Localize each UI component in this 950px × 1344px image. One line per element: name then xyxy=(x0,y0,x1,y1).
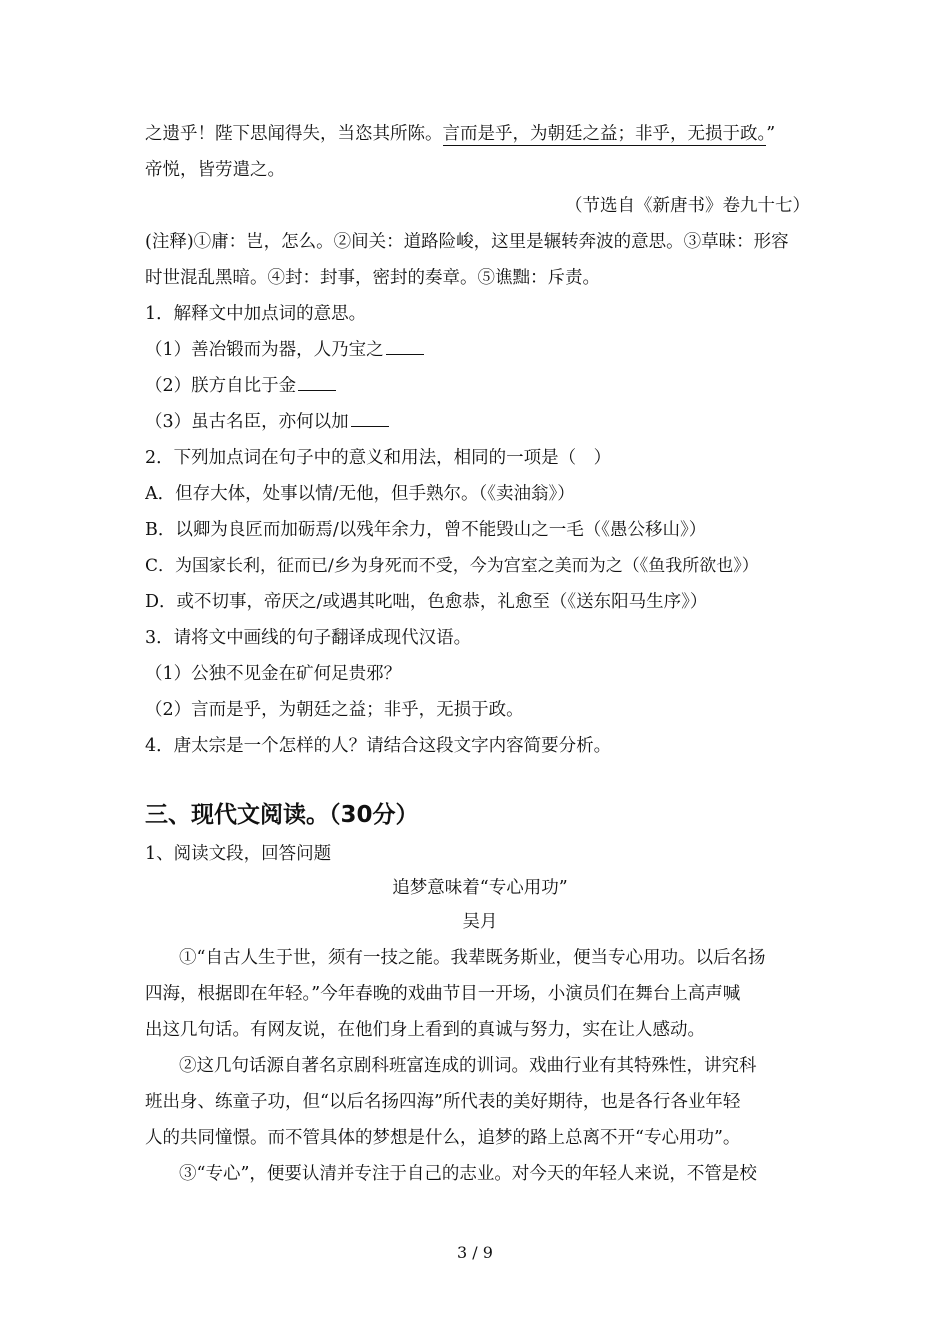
dotted-word: 方 xyxy=(208,376,227,396)
page-number: 3 / 9 xyxy=(457,1243,493,1262)
question-3: 3．请将文中画线的句子翻译成现代汉语。 xyxy=(145,628,472,648)
dotted-word: 或 xyxy=(322,592,340,612)
option-label: B． xyxy=(145,520,176,540)
paragraph-1-line-1: ①“自古人生于世，须有一技之能。我辈既务斯业，便当专心用功。以后名扬 xyxy=(179,948,766,968)
dotted-word: 或 xyxy=(176,592,195,612)
dotted-word: 虽 xyxy=(191,412,209,432)
reading-intro: 1、阅读文段，回答问题 xyxy=(145,844,332,864)
passage-text: 之遗乎！陛下思闻得失，当恣其所陈。 xyxy=(145,124,443,144)
dotted-word: 但 xyxy=(391,484,409,504)
passage-line-2: 帝悦，皆劳遣之。 xyxy=(145,160,285,180)
passage-line-1 xyxy=(145,122,815,146)
answer-blank[interactable] xyxy=(351,412,389,427)
option-text: 手熟尔。（《卖油翁》） xyxy=(408,484,575,504)
question-1: 1．解释文中加点词的意思。 xyxy=(145,304,367,324)
q-text: 古名臣，亦何以加 xyxy=(208,412,349,432)
option-text: 国家长利，征而已/乡 xyxy=(192,556,351,576)
q-text: （2）朕 xyxy=(145,376,209,396)
underlined-sentence: 言而是乎，为朝廷之益；非乎，无损于政。 xyxy=(442,124,767,144)
question-3-2: （2）言而是乎，为朝廷之益；非乎，无损于政。 xyxy=(145,700,524,720)
question-1-1 xyxy=(145,338,815,362)
dotted-word: 以 xyxy=(338,520,357,540)
option-text: 残年余力，曾不能毁山之一毛（《愚公移山》） xyxy=(356,520,707,540)
question-2: 2．下列加点词在句子中的意义和用法，相同的一项是（ ） xyxy=(145,448,612,468)
notes-line-2: 时世混乱黑暗。④封：封事，密封的奏章。⑤谯黜：斥责。 xyxy=(145,268,600,288)
answer-blank[interactable] xyxy=(298,376,336,391)
option-label: A． xyxy=(145,484,176,504)
closing-quote: ” xyxy=(766,124,776,144)
option-label: D． xyxy=(145,592,177,612)
paragraph-2-line-3: 人的共同憧憬。而不管具体的梦想是什么，追梦的路上总离不开“专心用功”。 xyxy=(145,1128,741,1148)
dotted-word: 宝 xyxy=(348,340,367,360)
answer-blank[interactable] xyxy=(386,340,424,355)
q-text: （1）善冶锻而为器，人乃 xyxy=(145,340,349,360)
option-label: C． xyxy=(145,556,176,576)
dotted-word: 为 xyxy=(350,556,368,576)
dotted-word: 以 xyxy=(175,520,193,540)
option-c[interactable] xyxy=(145,554,815,578)
paragraph-1-line-3: 出这几句话。有网友说，在他们身上看到的真诚与努力，实在让人感动。 xyxy=(145,1020,705,1040)
notes-line-1: (注释)①庸：岂，怎么。②间关：道路险峻，这里是辗转奔波的意思。③草昧：形容 xyxy=(145,232,789,252)
option-d[interactable] xyxy=(145,590,815,614)
article-author: 吴月 xyxy=(462,912,498,932)
option-text: 存大体，处事以情/无他， xyxy=(192,484,392,504)
option-text: 卿为良匠而加砺焉/ xyxy=(192,520,339,540)
question-4: 4．唐太宗是一个怎样的人？请结合这段文字内容简要分析。 xyxy=(145,736,612,756)
option-text: 身死而不受，今为宫室之美而为之（《鱼我所欲也》） xyxy=(367,556,759,576)
option-b[interactable] xyxy=(145,518,815,542)
dotted-word: 为 xyxy=(175,556,193,576)
question-3-1: （1）公独不见金在矿何足贵邪？ xyxy=(145,664,402,684)
question-1-3 xyxy=(145,410,815,434)
question-1-2 xyxy=(145,374,815,398)
q-text: （3） xyxy=(145,412,192,432)
option-text: 不切事，帝厌之/ xyxy=(194,592,323,612)
paragraph-2-line-2: 班出身、练童子功，但“以后名扬四海”所代表的美好期待，也是各行各业年轻 xyxy=(145,1092,741,1112)
paragraph-2-line-1: ②这几句话源自著名京剧科班富连成的训词。戏曲行业有其特殊性，讲究科 xyxy=(179,1056,757,1076)
article-title: 追梦意味着“专心用功” xyxy=(392,878,568,898)
paragraph-1-line-2: 四海，根据即在年轻。”今年春晚的戏曲节目一开场，小演员们在舞台上高声喊 xyxy=(145,984,741,1004)
paragraph-3-line-1: ③“专心”，便要认清并专注于自己的志业。对今天的年轻人来说，不管是校 xyxy=(179,1164,757,1184)
source-citation: （节选自《新唐书》卷九十七） xyxy=(565,196,810,216)
option-a[interactable] xyxy=(145,482,815,506)
q-text: 自比于金 xyxy=(226,376,297,396)
dotted-word: 但 xyxy=(175,484,193,504)
option-text: 遇其叱咄，色愈恭，礼愈至（《送东阳马生序》） xyxy=(339,592,708,612)
q-text: 之 xyxy=(366,340,384,360)
section-heading: 三、现代文阅读。（30分） xyxy=(145,802,419,828)
